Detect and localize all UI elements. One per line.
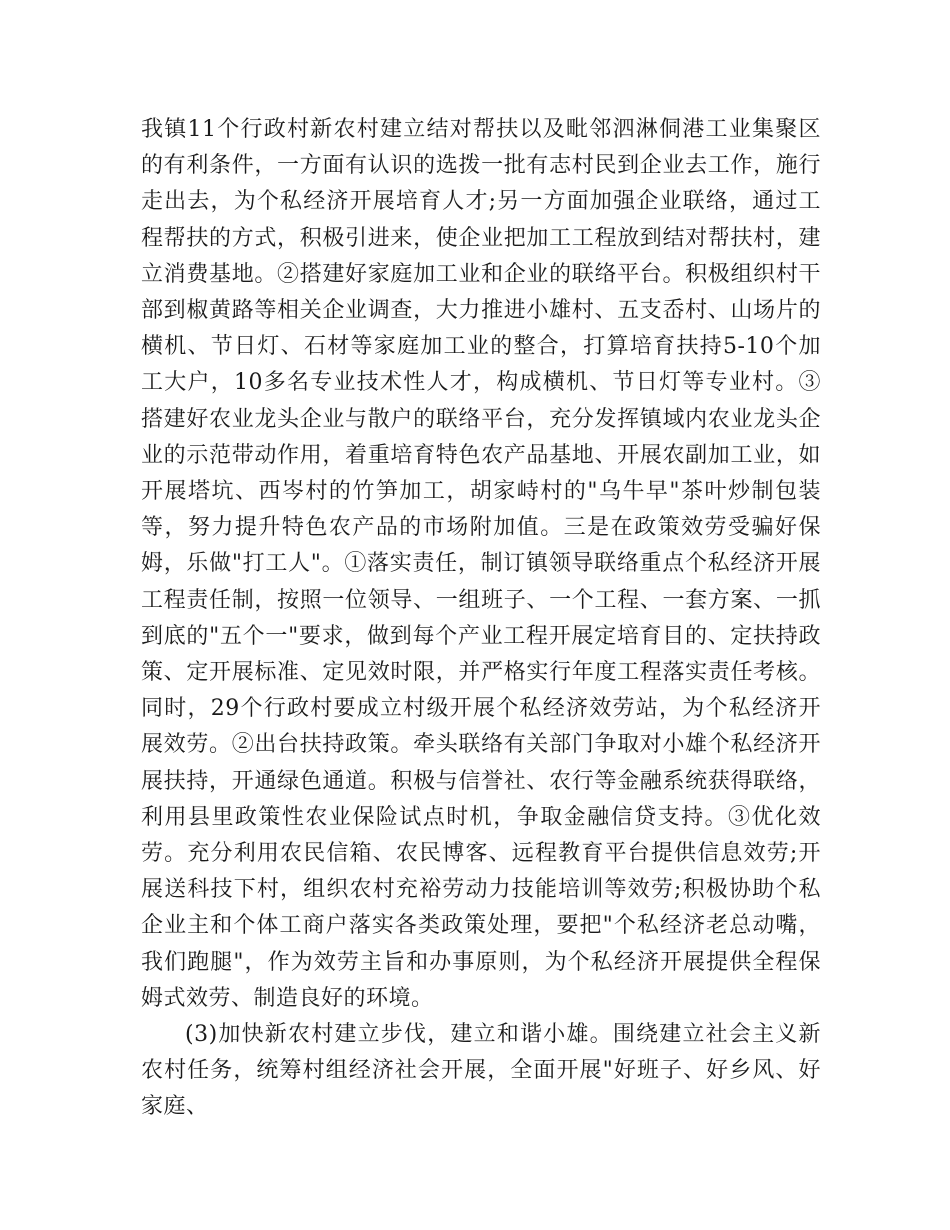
- document-body: [141, 112, 821, 1126]
- paragraph-2: (3)加快新农村建立步伐，建立和谐小雄。围绕建立社会主义新农村任务，统筹村组经济社会开展，全面开展"好班子、好乡风、好家庭、: [141, 1022, 821, 1120]
- paragraph-1: 我镇11个行政村新农村建立结对帮扶以及毗邻泗淋侗港工业集聚区的有利条件，一方面有认识的选拨一批有志村民到企业去工作，施行走出去，为个私经济开展培育人才;另一方面加强企业联络，通过工程帮扶的方式，积极引进来，使企业把加工工程放到结对帮扶村，建立消费基地。②搭建好家庭加工业和企业的联络平台。积极组织村干部到椒黄路等相关企业调查，大力推进小雄村、五支岙村、山场片的横机、节日灯、石材等家庭加工业的整合，打算培育扶持5-10个加工大户，10多名专业技术性人才，构成横机、节日灯等专业村。③搭建好农业龙头企业与散户的联络平台，充分发挥镇域内农业龙头企业的示范带动作用，着重培育特色农产品基地、开展农副加工业，如开展塔坑、西岑村的竹笋加工，胡家峙村的"乌牛早"茶叶炒制包装等，努力提升特色农产品的市场附加值。三是在政策效劳受骗好保姆，乐做"打工人"。①落实责任，制订镇领导联络重点个私经济开展工程责任制，按照一位领导、一组班子、一个工程、一套方案、一抓到底的"五个一"要求，做到每个产业工程开展定培育目的、定扶持政策、定开展标准、定见效时限，并严格实行年度工程落实责任考核。同时，29个行政村要成立村级开展个私经济效劳站，为个私经济开展效劳。②出台扶持政策。牵头联络有关部门争取对小雄个私经济开展扶持，开通绿色通道。积极与信誉社、农行等金融系统获得联络，利用县里政策性农业保险试点时机，争取金融信贷支持。③优化效劳。充分利用农民信箱、农民博客、远程教育平台提供信息效劳;开展送科技下村，组织农村充裕劳动力技能培训等效劳;积极协助个私企业主和个体工商户落实各类政策处理，要把"个私经济老总动嘴，我们跑腿"，作为效劳主旨和办事原则，为个私经济开展提供全程保姆式效劳、制造良好的环境。: [141, 117, 821, 1011]
